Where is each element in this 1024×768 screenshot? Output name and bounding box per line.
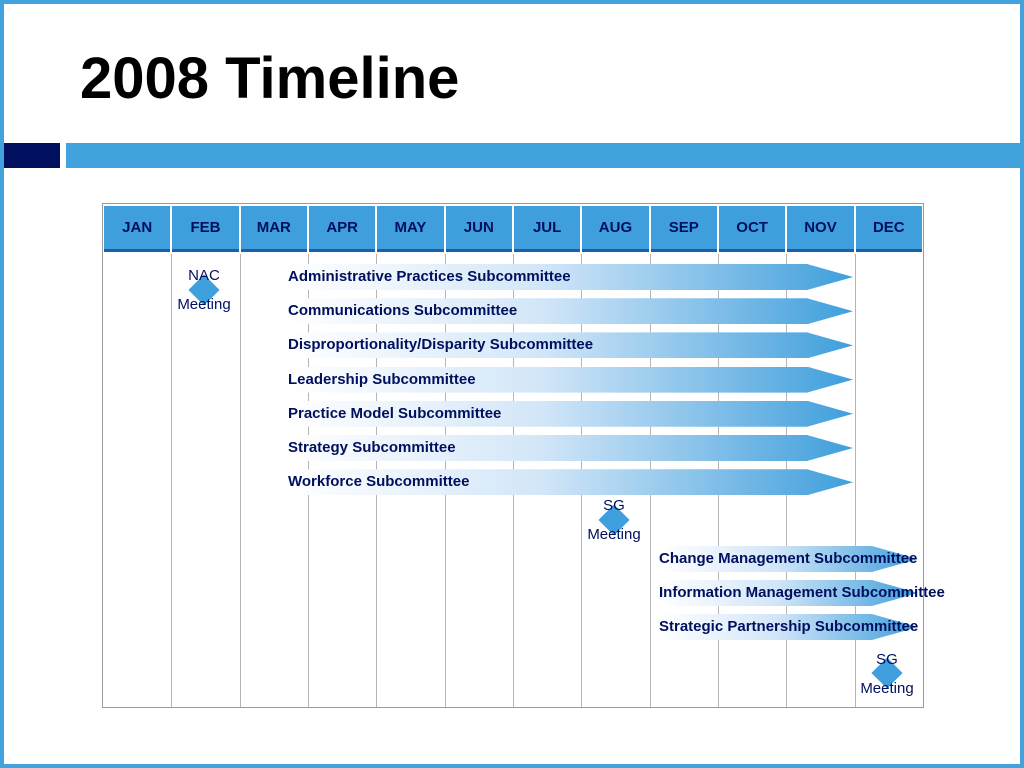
month-header-aug: AUG: [582, 206, 648, 252]
month-header-oct: OCT: [719, 206, 785, 252]
subcommittee-label: Practice Model Subcommittee: [288, 404, 502, 422]
month-header-dec: DEC: [856, 206, 922, 252]
subcommittee-bar: [659, 614, 918, 640]
subcommittee-bar: [288, 469, 853, 495]
subcommittee-bar: [659, 580, 945, 606]
subcommittee-bar: [288, 332, 853, 358]
milestone-label-line2: Meeting: [587, 526, 641, 543]
subcommittee-bar: [288, 435, 853, 461]
milestone-label-line1: NAC: [188, 267, 220, 284]
milestone-label-line2: Meeting: [860, 680, 914, 697]
milestone-label-line1: SG: [876, 651, 898, 668]
month-header-feb: FEB: [172, 206, 238, 252]
title-underline-light-band: [66, 143, 1020, 168]
title-underline-dark-band: [4, 143, 60, 168]
subcommittee-label: Leadership Subcommittee: [288, 370, 476, 388]
subcommittee-bar: [288, 264, 853, 290]
month-header-mar: MAR: [241, 206, 307, 252]
subcommittee-label: Administrative Practices Subcommittee: [288, 268, 571, 285]
month-header-apr: APR: [309, 206, 375, 252]
milestone-label: [574, 491, 654, 549]
month-header-row: [103, 204, 923, 254]
subcommittee-bar: [288, 401, 853, 427]
subcommittee-label: Change Management Subcommittee: [659, 550, 918, 567]
subcommittee-bar: [288, 298, 853, 324]
month-header-sep: SEP: [651, 206, 717, 252]
subcommittee-bar: [659, 546, 918, 572]
subcommittee-label: Information Management Subcommittee: [659, 584, 945, 601]
milestone-label-line1: SG: [603, 497, 625, 514]
subcommittee-bar: [288, 367, 853, 393]
month-header-may: MAY: [377, 206, 443, 252]
milestone-label: [164, 261, 244, 319]
milestone-label: [847, 645, 927, 703]
month-header-jan: JAN: [104, 206, 170, 252]
subcommittee-label: Strategy Subcommittee: [288, 439, 456, 456]
month-header-jul: JUL: [514, 206, 580, 252]
slide-title: 2008 Timeline: [80, 46, 460, 111]
subcommittee-label: Disproportionality/Disparity Subcommittee: [288, 336, 594, 354]
month-header-jun: JUN: [446, 206, 512, 252]
subcommittee-label: Workforce Subcommittee: [288, 473, 470, 491]
month-divider: [240, 254, 241, 707]
month-divider: [171, 254, 172, 707]
subcommittee-label: Strategic Partnership Subcommittee: [659, 618, 919, 635]
month-header-nov: NOV: [787, 206, 853, 252]
subcommittee-label: Communications Subcommittee: [288, 302, 518, 320]
milestone-label-line2: Meeting: [177, 296, 231, 313]
